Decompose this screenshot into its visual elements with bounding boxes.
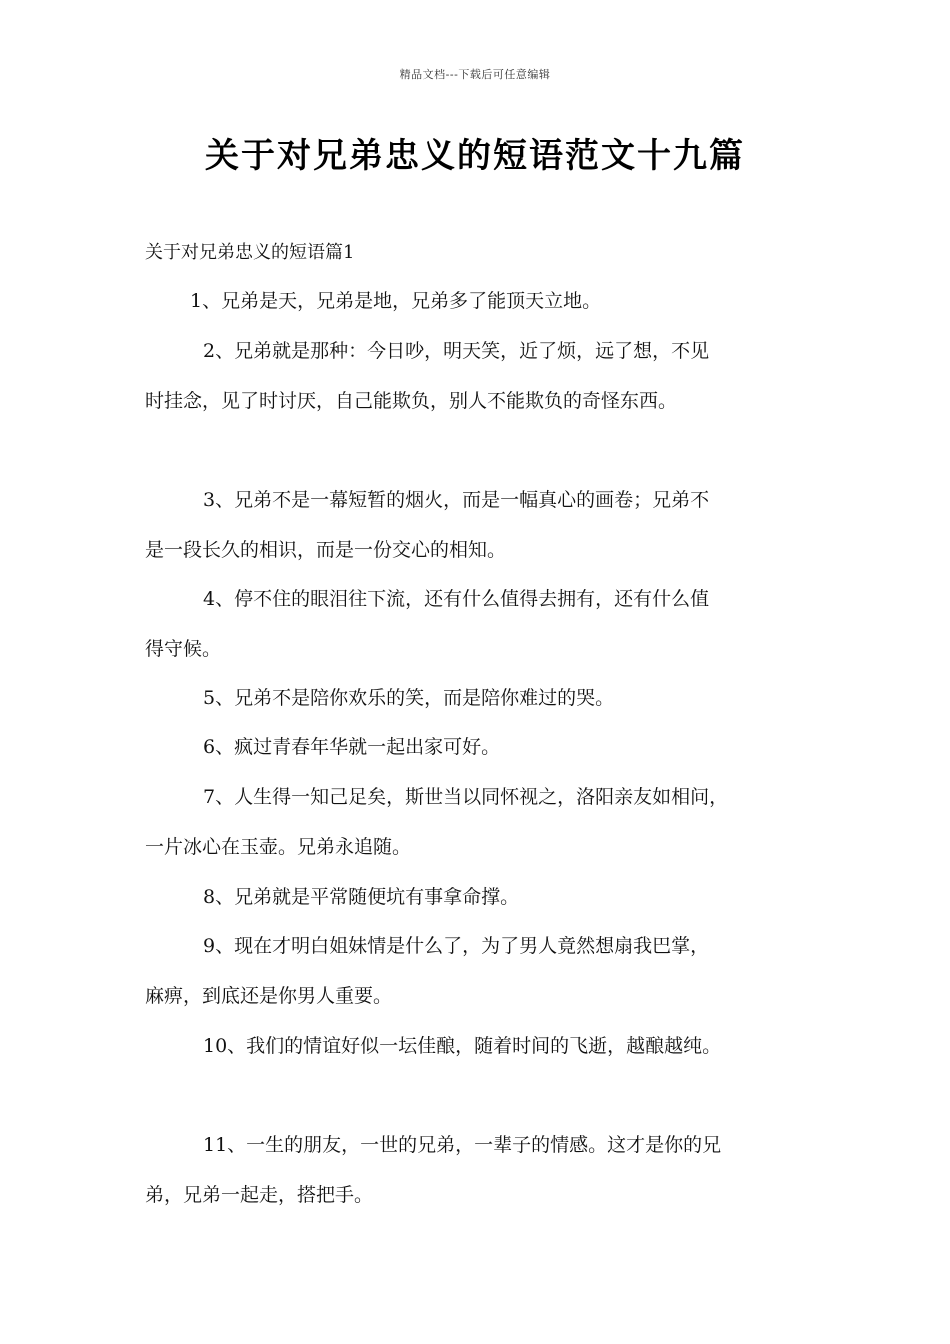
paragraph-5 xyxy=(145,673,825,723)
paragraph-line: 6、疯过青春年华就一起出家可好。 xyxy=(203,736,501,758)
paragraph-7 xyxy=(145,772,825,872)
paragraph-4 xyxy=(145,574,825,674)
paragraph-line: 10、我们的情谊好似一坛佳酿，随着时间的飞逝，越酿越纯。 xyxy=(203,1035,722,1057)
paragraph-line: 7、人生得一知己足矣，斯世当以同怀视之，洛阳亲友如相问， xyxy=(203,786,729,808)
section-heading: 关于对兄弟忠义的短语篇1 xyxy=(145,242,355,263)
paragraph-line: 是一段长久的相识，而是一份交心的相知。 xyxy=(145,539,507,561)
paragraph-line: 2、兄弟就是那种：今日吵，明天笑，近了烦，远了想，不见 xyxy=(203,340,710,362)
paragraph-line: 弟，兄弟一起走，搭把手。 xyxy=(145,1184,374,1206)
paragraph-1 xyxy=(145,276,825,326)
paragraph-line: 9、现在才明白姐妹情是什么了，为了男人竟然想扇我巴掌， xyxy=(203,935,710,957)
paragraph-line: 一片冰心在玉壶。兄弟永追随。 xyxy=(145,836,412,858)
header-note: 精品文档---下载后可任意编辑 xyxy=(399,68,551,81)
paragraph-8 xyxy=(145,872,825,922)
document-title: 关于对兄弟忠义的短语范文十九篇 xyxy=(205,136,745,176)
paragraph-11 xyxy=(145,1120,825,1220)
paragraph-2 xyxy=(145,326,825,426)
paragraph-3 xyxy=(145,475,825,575)
paragraph-line: 11、一生的朋友，一世的兄弟，一辈子的情感。这才是你的兄 xyxy=(203,1134,722,1156)
paragraph-6 xyxy=(145,722,825,772)
paragraph-line: 5、兄弟不是陪你欢乐的笑，而是陪你难过的哭。 xyxy=(203,687,615,709)
paragraph-9 xyxy=(145,921,825,1021)
paragraph-line: 麻痹，到底还是你男人重要。 xyxy=(145,985,393,1007)
paragraph-line: 得守候。 xyxy=(145,638,222,660)
paragraph-10 xyxy=(145,1021,825,1071)
paragraph-line: 时挂念，见了时讨厌，自己能欺负，别人不能欺负的奇怪东西。 xyxy=(145,390,678,412)
paragraph-line: 3、兄弟不是一幕短暂的烟火，而是一幅真心的画卷；兄弟不 xyxy=(203,489,710,511)
paragraph-line: 8、兄弟就是平常随便坑有事拿命撑。 xyxy=(203,886,520,908)
paragraph-line: 1、兄弟是天，兄弟是地，兄弟多了能顶天立地。 xyxy=(190,290,602,312)
paragraph-line: 4、停不住的眼泪往下流，还有什么值得去拥有，还有什么值 xyxy=(203,588,710,610)
